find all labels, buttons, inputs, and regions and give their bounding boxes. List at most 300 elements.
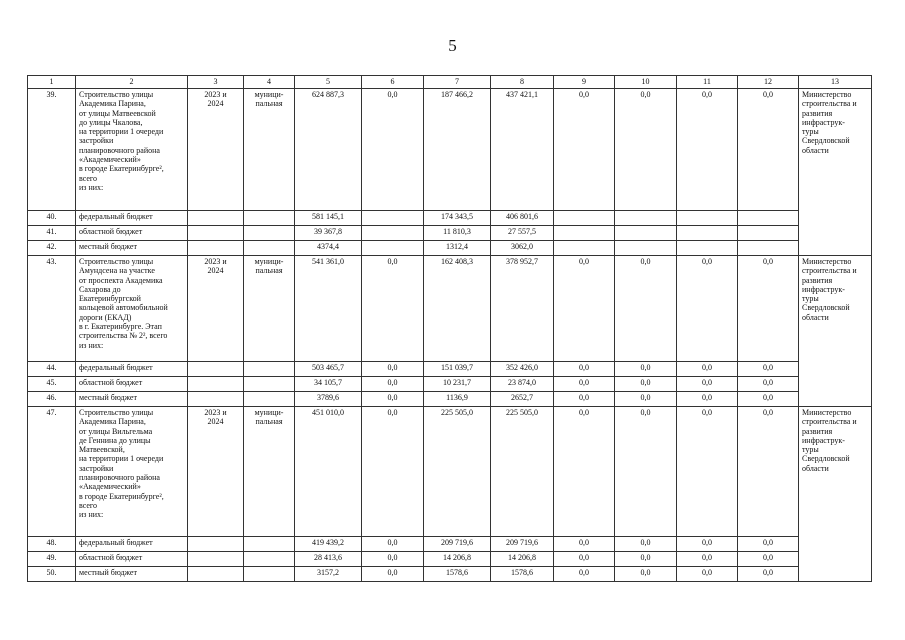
value-v6 bbox=[362, 241, 424, 256]
value-v10-text: 0,0 bbox=[640, 408, 651, 417]
value-v12-text: 0,0 bbox=[763, 408, 773, 417]
responsible-executor bbox=[799, 89, 872, 256]
value-v6 bbox=[362, 392, 424, 407]
value-v8 bbox=[491, 552, 554, 567]
value-v12-text: 0,0 bbox=[763, 568, 773, 577]
item-name-text: Строительство улицы Амундсена на участке от проспекта Академика Сахарова до Екатеринбургской кольцевой автомобильной дороги (ЕКАД) в г. Екатеринбурге. Этап строительства № 2², всего из них: bbox=[79, 257, 168, 350]
column-header bbox=[244, 76, 295, 89]
value-v5-text: 581 145,1 bbox=[312, 212, 344, 221]
item-name bbox=[76, 377, 188, 392]
value-v10 bbox=[615, 567, 677, 582]
value-v8-text: 3062,0 bbox=[511, 242, 533, 251]
item-name-text: Строительство улицы Академика Парина, от улицы Матвеевской до улицы Чкалова, на территории 1 очереди застройки планировочного района «Академический» в городе Екатеринбурге², всего из них: bbox=[79, 90, 164, 192]
column-header bbox=[188, 76, 244, 89]
table-row bbox=[28, 226, 872, 241]
item-name-text: федеральный бюджет bbox=[79, 363, 153, 372]
table-row bbox=[28, 241, 872, 256]
value-v12 bbox=[738, 567, 799, 582]
value-v5-text: 503 465,7 bbox=[312, 363, 344, 372]
row-number-text: 50. bbox=[46, 568, 57, 577]
column-header-text: 6 bbox=[390, 77, 395, 86]
value-v5 bbox=[295, 552, 362, 567]
item-type bbox=[244, 362, 295, 377]
value-v7 bbox=[424, 256, 491, 362]
item-type bbox=[244, 89, 295, 211]
value-v6 bbox=[362, 552, 424, 567]
value-v6 bbox=[362, 537, 424, 552]
value-v7 bbox=[424, 392, 491, 407]
value-v12-text: 0,0 bbox=[763, 90, 773, 99]
row-number bbox=[28, 256, 76, 362]
item-name bbox=[76, 362, 188, 377]
column-header bbox=[738, 76, 799, 89]
row-number-text: 46. bbox=[46, 393, 57, 402]
value-v9-text: 0,0 bbox=[579, 408, 589, 417]
value-v11-text: 0,0 bbox=[702, 90, 712, 99]
value-v8-text: 1578,6 bbox=[511, 568, 533, 577]
value-v8-text: 225 505,0 bbox=[506, 408, 538, 417]
value-v5 bbox=[295, 241, 362, 256]
value-v10 bbox=[615, 211, 677, 226]
value-v6-text: 0,0 bbox=[387, 393, 398, 402]
value-v6-text: 0,0 bbox=[387, 90, 398, 99]
value-v11 bbox=[677, 211, 738, 226]
value-v7 bbox=[424, 567, 491, 582]
value-v7-text: 10 231,7 bbox=[443, 378, 471, 387]
item-years bbox=[188, 362, 244, 377]
value-v11-text: 0,0 bbox=[702, 378, 712, 387]
value-v8 bbox=[491, 377, 554, 392]
value-v10-text: 0,0 bbox=[640, 538, 651, 547]
column-header bbox=[76, 76, 188, 89]
item-name-text: Строительство улицы Академика Парина, от улицы Вильгельма де Геннина до улицы Матвеевской, на территории 1 очереди застройки планировочного района «Академический» в городе Екатеринбурге², всего из них: bbox=[79, 408, 164, 520]
value-v8 bbox=[491, 567, 554, 582]
value-v5 bbox=[295, 537, 362, 552]
value-v7 bbox=[424, 407, 491, 537]
column-header bbox=[28, 76, 76, 89]
value-v9 bbox=[554, 537, 615, 552]
value-v12-text: 0,0 bbox=[763, 257, 773, 266]
value-v10-text: 0,0 bbox=[640, 378, 651, 387]
value-v6 bbox=[362, 377, 424, 392]
value-v6-text: 0,0 bbox=[387, 568, 398, 577]
row-number bbox=[28, 407, 76, 537]
column-header bbox=[615, 76, 677, 89]
value-v7-text: 162 408,3 bbox=[441, 257, 473, 266]
value-v5 bbox=[295, 211, 362, 226]
value-v7-text: 11 810,3 bbox=[443, 227, 471, 236]
value-v5-text: 39 367,8 bbox=[314, 227, 342, 236]
value-v7-text: 225 505,0 bbox=[441, 408, 473, 417]
value-v11 bbox=[677, 392, 738, 407]
value-v10-text: 0,0 bbox=[640, 393, 651, 402]
table-row bbox=[28, 392, 872, 407]
value-v6 bbox=[362, 256, 424, 362]
item-years bbox=[188, 256, 244, 362]
table-row bbox=[28, 362, 872, 377]
item-name bbox=[76, 89, 188, 211]
value-v7-text: 1136,9 bbox=[446, 393, 468, 402]
value-v7-text: 209 719,6 bbox=[441, 538, 473, 547]
value-v8 bbox=[491, 226, 554, 241]
value-v12 bbox=[738, 241, 799, 256]
value-v12 bbox=[738, 537, 799, 552]
value-v10 bbox=[615, 226, 677, 241]
value-v8-text: 378 952,7 bbox=[506, 257, 538, 266]
value-v9 bbox=[554, 407, 615, 537]
row-number-text: 42. bbox=[46, 242, 57, 251]
row-number bbox=[28, 567, 76, 582]
value-v9-text: 0,0 bbox=[579, 363, 589, 372]
value-v10-text: 0,0 bbox=[640, 553, 651, 562]
value-v5 bbox=[295, 362, 362, 377]
item-name bbox=[76, 211, 188, 226]
item-name bbox=[76, 392, 188, 407]
item-type-text: муници- пальная bbox=[254, 90, 284, 109]
value-v6-text: 0,0 bbox=[387, 553, 398, 562]
table-row bbox=[28, 211, 872, 226]
value-v9 bbox=[554, 552, 615, 567]
item-type-text: муници- пальная bbox=[254, 257, 284, 276]
value-v5-text: 624 887,3 bbox=[312, 90, 344, 99]
value-v11 bbox=[677, 362, 738, 377]
item-name bbox=[76, 552, 188, 567]
value-v9-text: 0,0 bbox=[579, 393, 589, 402]
value-v9 bbox=[554, 392, 615, 407]
row-number bbox=[28, 552, 76, 567]
value-v8-text: 23 874,0 bbox=[508, 378, 536, 387]
budget-table bbox=[27, 75, 872, 582]
column-header-text: 12 bbox=[764, 77, 772, 86]
item-type bbox=[244, 241, 295, 256]
column-header bbox=[554, 76, 615, 89]
row-number bbox=[28, 226, 76, 241]
column-header bbox=[424, 76, 491, 89]
value-v11 bbox=[677, 377, 738, 392]
value-v9 bbox=[554, 211, 615, 226]
value-v5 bbox=[295, 226, 362, 241]
value-v11-text: 0,0 bbox=[702, 538, 712, 547]
value-v5-text: 34 105,7 bbox=[314, 378, 342, 387]
item-years bbox=[188, 226, 244, 241]
value-v10 bbox=[615, 392, 677, 407]
value-v12-text: 0,0 bbox=[763, 553, 773, 562]
responsible-executor bbox=[799, 256, 872, 407]
table-row bbox=[28, 537, 872, 552]
item-name-text: местный бюджет bbox=[79, 393, 137, 402]
value-v9 bbox=[554, 226, 615, 241]
row-number bbox=[28, 241, 76, 256]
value-v7 bbox=[424, 362, 491, 377]
item-type bbox=[244, 537, 295, 552]
item-years-text: 2023 и 2024 bbox=[204, 90, 227, 109]
column-header-text: 1 bbox=[49, 77, 54, 86]
value-v8-text: 352 426,0 bbox=[506, 363, 538, 372]
item-years bbox=[188, 407, 244, 537]
value-v6 bbox=[362, 567, 424, 582]
row-number bbox=[28, 377, 76, 392]
value-v12 bbox=[738, 226, 799, 241]
value-v9 bbox=[554, 377, 615, 392]
value-v11-text: 0,0 bbox=[702, 568, 712, 577]
column-header-text: 5 bbox=[326, 77, 330, 86]
item-years bbox=[188, 537, 244, 552]
column-header-text: 9 bbox=[582, 77, 586, 86]
item-name bbox=[76, 256, 188, 362]
value-v7-text: 187 466,2 bbox=[441, 90, 473, 99]
value-v10 bbox=[615, 552, 677, 567]
row-number bbox=[28, 392, 76, 407]
value-v8-text: 14 206,8 bbox=[508, 553, 536, 562]
item-name bbox=[76, 241, 188, 256]
table-row bbox=[28, 256, 872, 362]
value-v5 bbox=[295, 392, 362, 407]
value-v8 bbox=[491, 241, 554, 256]
item-name-text: федеральный бюджет bbox=[79, 212, 153, 221]
value-v8 bbox=[491, 407, 554, 537]
value-v7 bbox=[424, 537, 491, 552]
column-header-text: 7 bbox=[455, 77, 459, 86]
value-v5-text: 3789,6 bbox=[317, 393, 339, 402]
table-row bbox=[28, 407, 872, 537]
value-v10 bbox=[615, 89, 677, 211]
value-v9-text: 0,0 bbox=[579, 378, 589, 387]
value-v9-text: 0,0 bbox=[579, 553, 589, 562]
value-v11-text: 0,0 bbox=[702, 363, 712, 372]
value-v5-text: 419 439,2 bbox=[312, 538, 344, 547]
value-v5-text: 451 010,0 bbox=[312, 408, 344, 417]
value-v12 bbox=[738, 89, 799, 211]
value-v10-text: 0,0 bbox=[640, 257, 651, 266]
row-number bbox=[28, 211, 76, 226]
item-name bbox=[76, 537, 188, 552]
value-v12 bbox=[738, 552, 799, 567]
value-v7 bbox=[424, 377, 491, 392]
value-v9-text: 0,0 bbox=[579, 90, 589, 99]
value-v8 bbox=[491, 211, 554, 226]
item-type bbox=[244, 567, 295, 582]
value-v7-text: 1312,4 bbox=[446, 242, 468, 251]
value-v12-text: 0,0 bbox=[763, 363, 773, 372]
item-type-text: муници- пальная bbox=[254, 408, 284, 427]
value-v8 bbox=[491, 392, 554, 407]
value-v12 bbox=[738, 362, 799, 377]
value-v9 bbox=[554, 567, 615, 582]
value-v7 bbox=[424, 89, 491, 211]
value-v6 bbox=[362, 89, 424, 211]
item-name-text: местный бюджет bbox=[79, 568, 137, 577]
value-v11 bbox=[677, 241, 738, 256]
value-v10 bbox=[615, 537, 677, 552]
item-type bbox=[244, 552, 295, 567]
value-v11 bbox=[677, 226, 738, 241]
column-header bbox=[491, 76, 554, 89]
value-v11-text: 0,0 bbox=[702, 257, 712, 266]
row-number-text: 43. bbox=[46, 257, 57, 266]
column-header-text: 8 bbox=[520, 77, 524, 86]
value-v7 bbox=[424, 226, 491, 241]
value-v12 bbox=[738, 256, 799, 362]
row-number bbox=[28, 89, 76, 211]
item-years bbox=[188, 377, 244, 392]
value-v6-text: 0,0 bbox=[387, 378, 398, 387]
column-header-text: 2 bbox=[129, 77, 134, 86]
value-v5 bbox=[295, 256, 362, 362]
column-header-text: 11 bbox=[703, 77, 711, 86]
item-type bbox=[244, 226, 295, 241]
value-v8-text: 406 801,6 bbox=[506, 212, 538, 221]
row-number-text: 47. bbox=[46, 408, 57, 417]
value-v10-text: 0,0 bbox=[640, 568, 651, 577]
value-v8-text: 209 719,6 bbox=[506, 538, 538, 547]
value-v11-text: 0,0 bbox=[702, 553, 712, 562]
value-v12 bbox=[738, 392, 799, 407]
value-v9-text: 0,0 bbox=[579, 538, 589, 547]
value-v5 bbox=[295, 567, 362, 582]
value-v10 bbox=[615, 256, 677, 362]
value-v11 bbox=[677, 537, 738, 552]
value-v7-text: 151 039,7 bbox=[441, 363, 473, 372]
value-v5-text: 4374,4 bbox=[317, 242, 339, 251]
value-v6-text: 0,0 bbox=[387, 408, 398, 417]
row-number-text: 49. bbox=[46, 553, 57, 562]
row-number-text: 44. bbox=[46, 363, 57, 372]
value-v9-text: 0,0 bbox=[579, 568, 589, 577]
value-v8 bbox=[491, 256, 554, 362]
value-v11 bbox=[677, 567, 738, 582]
responsible-executor-text: Министерство строительства и развития инфраструк- туры Свердловской области bbox=[802, 257, 857, 322]
item-type bbox=[244, 392, 295, 407]
item-name bbox=[76, 407, 188, 537]
value-v8 bbox=[491, 362, 554, 377]
column-header bbox=[677, 76, 738, 89]
item-years bbox=[188, 392, 244, 407]
value-v5 bbox=[295, 377, 362, 392]
value-v8-text: 2652,7 bbox=[511, 393, 533, 402]
value-v9 bbox=[554, 362, 615, 377]
value-v12 bbox=[738, 377, 799, 392]
value-v11 bbox=[677, 407, 738, 537]
value-v12 bbox=[738, 407, 799, 537]
value-v7-text: 14 206,8 bbox=[443, 553, 471, 562]
value-v8 bbox=[491, 537, 554, 552]
item-years bbox=[188, 552, 244, 567]
value-v11 bbox=[677, 552, 738, 567]
value-v6-text: 0,0 bbox=[387, 257, 398, 266]
value-v9 bbox=[554, 89, 615, 211]
column-header bbox=[362, 76, 424, 89]
value-v6 bbox=[362, 226, 424, 241]
item-years bbox=[188, 89, 244, 211]
row-number bbox=[28, 362, 76, 377]
value-v10 bbox=[615, 377, 677, 392]
item-name-text: областной бюджет bbox=[79, 378, 143, 387]
value-v12 bbox=[738, 211, 799, 226]
value-v12-text: 0,0 bbox=[763, 378, 773, 387]
value-v8 bbox=[491, 89, 554, 211]
page-number: 5 bbox=[448, 36, 457, 55]
item-type bbox=[244, 256, 295, 362]
item-years bbox=[188, 241, 244, 256]
value-v7 bbox=[424, 552, 491, 567]
responsible-executor bbox=[799, 407, 872, 582]
row-number-text: 41. bbox=[46, 227, 57, 236]
item-name-text: местный бюджет bbox=[79, 242, 137, 251]
value-v8-text: 437 421,1 bbox=[506, 90, 538, 99]
item-type bbox=[244, 407, 295, 537]
column-header-text: 3 bbox=[213, 77, 218, 86]
column-header-text: 4 bbox=[267, 77, 271, 86]
item-years-text: 2023 и 2024 bbox=[204, 257, 227, 276]
value-v10-text: 0,0 bbox=[640, 90, 651, 99]
value-v6 bbox=[362, 211, 424, 226]
row-number-text: 48. bbox=[46, 538, 57, 547]
value-v10-text: 0,0 bbox=[640, 363, 651, 372]
value-v6 bbox=[362, 362, 424, 377]
value-v9-text: 0,0 bbox=[579, 257, 589, 266]
value-v9 bbox=[554, 241, 615, 256]
item-type bbox=[244, 211, 295, 226]
item-years bbox=[188, 567, 244, 582]
value-v8-text: 27 557,5 bbox=[508, 227, 536, 236]
value-v5-text: 28 413,6 bbox=[314, 553, 342, 562]
column-number-row bbox=[28, 76, 872, 89]
value-v11-text: 0,0 bbox=[702, 393, 712, 402]
value-v11-text: 0,0 bbox=[702, 408, 712, 417]
row-number bbox=[28, 537, 76, 552]
item-name-text: областной бюджет bbox=[79, 227, 143, 236]
table-row bbox=[28, 552, 872, 567]
row-number-text: 40. bbox=[46, 212, 57, 221]
item-name bbox=[76, 567, 188, 582]
value-v11 bbox=[677, 89, 738, 211]
item-years-text: 2023 и 2024 bbox=[204, 408, 227, 427]
value-v7 bbox=[424, 211, 491, 226]
value-v7-text: 174 343,5 bbox=[441, 212, 473, 221]
column-header bbox=[295, 76, 362, 89]
column-header bbox=[799, 76, 872, 89]
item-name-text: областной бюджет bbox=[79, 553, 143, 562]
value-v7-text: 1578,6 bbox=[446, 568, 468, 577]
value-v6 bbox=[362, 407, 424, 537]
item-name-text: федеральный бюджет bbox=[79, 538, 153, 547]
value-v5-text: 541 361,0 bbox=[312, 257, 344, 266]
responsible-executor-text: Министерство строительства и развития инфраструк- туры Свердловской области bbox=[802, 90, 857, 155]
item-name bbox=[76, 226, 188, 241]
value-v9 bbox=[554, 256, 615, 362]
table-row bbox=[28, 567, 872, 582]
value-v11 bbox=[677, 256, 738, 362]
value-v10 bbox=[615, 241, 677, 256]
column-header-text: 10 bbox=[641, 77, 650, 86]
column-header-text: 13 bbox=[831, 77, 839, 86]
value-v7 bbox=[424, 241, 491, 256]
item-years bbox=[188, 211, 244, 226]
value-v6-text: 0,0 bbox=[387, 363, 398, 372]
value-v6-text: 0,0 bbox=[387, 538, 398, 547]
value-v12-text: 0,0 bbox=[763, 538, 773, 547]
value-v10 bbox=[615, 362, 677, 377]
value-v5 bbox=[295, 89, 362, 211]
table-row bbox=[28, 89, 872, 211]
value-v5 bbox=[295, 407, 362, 537]
value-v12-text: 0,0 bbox=[763, 393, 773, 402]
item-type bbox=[244, 377, 295, 392]
row-number-text: 39. bbox=[46, 90, 57, 99]
value-v10 bbox=[615, 407, 677, 537]
value-v5-text: 3157,2 bbox=[317, 568, 339, 577]
responsible-executor-text: Министерство строительства и развития инфраструк- туры Свердловской области bbox=[802, 408, 857, 473]
